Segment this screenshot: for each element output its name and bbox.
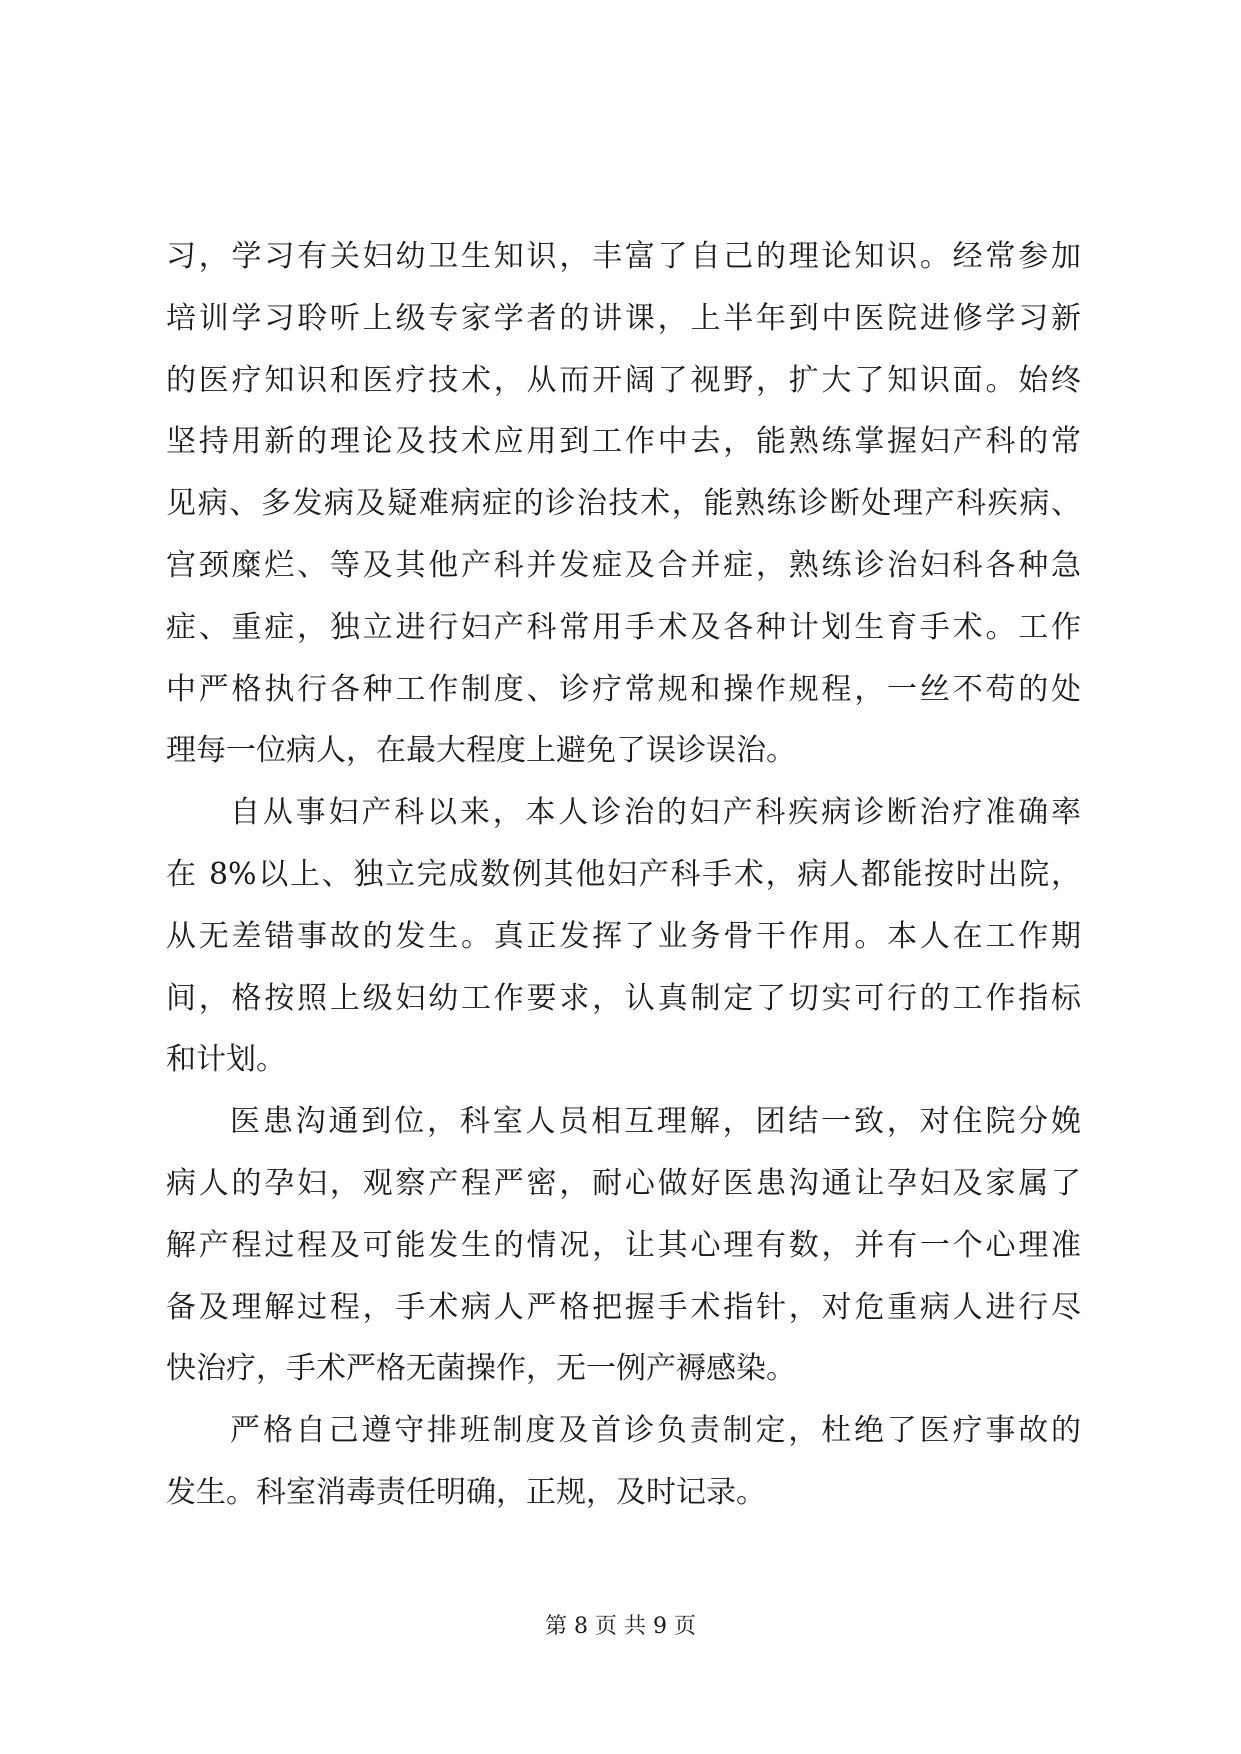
text-line: 理每一位病人，在最大程度上避免了误诊误治。 — [166, 733, 796, 769]
text-line: 见病、多发病及疑难病症的诊治技术，能熟练诊断处理产科疾病、 — [166, 486, 1081, 522]
text-line: 自从事妇产科以来，本人诊治的妇产科疾病诊断治疗准确率 — [230, 795, 1081, 831]
paragraph-4 — [166, 1400, 1081, 1524]
page-footer — [0, 1612, 1241, 1642]
paragraph-3 — [166, 1091, 1081, 1400]
text-line: 解产程过程及可能发生的情况，让其心理有数，并有一个心理准 — [166, 1227, 1081, 1263]
text-line: 备及理解过程，手术病人严格把握手术指针，对危重病人进行尽 — [166, 1289, 1081, 1325]
text-line: 的医疗知识和医疗技术，从而开阔了视野，扩大了知识面。始终 — [166, 362, 1081, 398]
text-line: 中严格执行各种工作制度、诊疗常规和操作规程，一丝不苟的处 — [166, 671, 1081, 707]
text-line: 病人的孕妇，观察产程严密，耐心做好医患沟通让孕妇及家属了 — [166, 1165, 1081, 1201]
text-line: 坚持用新的理论及技术应用到工作中去，能熟练掌握妇产科的常 — [166, 424, 1081, 460]
text-line: 医患沟通到位，科室人员相互理解，团结一致，对住院分娩 — [230, 1104, 1081, 1140]
paragraph-2 — [166, 782, 1081, 1091]
text-line: 宫颈糜烂、等及其他产科并发症及合并症，熟练诊治妇科各种急 — [166, 547, 1081, 583]
text-line: 症、重症，独立进行妇产科常用手术及各种计划生育手术。工作 — [166, 609, 1081, 645]
text-line: 习，学习有关妇幼卫生知识，丰富了自己的理论知识。经常参加 — [166, 239, 1081, 274]
page-number: 第 8 页 共 9 页 — [545, 1614, 696, 1639]
text-line: 快治疗，手术严格无菌操作，无一例产褥感染。 — [166, 1351, 796, 1387]
text-line: 从无差错事故的发生。真正发挥了业务骨干作用。本人在工作期 — [166, 918, 1081, 954]
text-line: 培训学习聆听上级专家学者的讲课，上半年到中医院进修学习新 — [166, 300, 1081, 336]
body-text — [166, 226, 1081, 1524]
text-line: 严格自己遵守排班制度及首诊负责制定，杜绝了医疗事故的 — [230, 1413, 1081, 1449]
text-line: 在 8%以上、独立完成数例其他妇产科手术，病人都能按时出院， — [166, 856, 1081, 892]
text-line: 发生。科室消毒责任明确，正规，及时记录。 — [166, 1474, 766, 1510]
text-line: 和计划。 — [166, 1042, 286, 1078]
paragraph-1 — [166, 226, 1081, 782]
text-line: 间，格按照上级妇幼工作要求，认真制定了切实可行的工作指标 — [166, 980, 1081, 1016]
